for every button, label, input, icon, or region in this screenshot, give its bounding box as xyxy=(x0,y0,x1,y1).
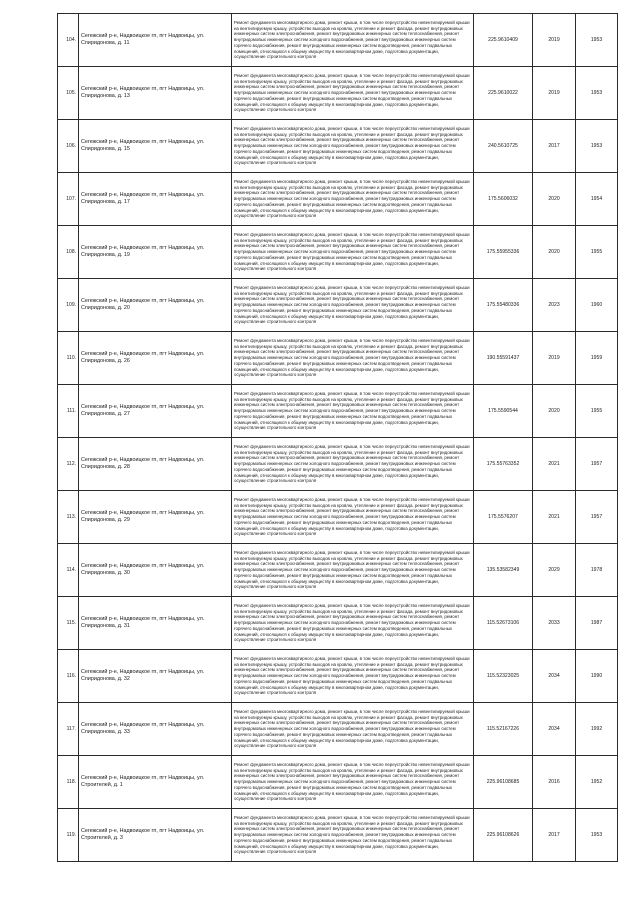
row-built-year: 1953 xyxy=(576,14,618,67)
row-address: Сегежский р-н, Надвоицкое гп, пгт Надвоицы, ул. Спиридонова, д. 32 xyxy=(79,650,232,703)
row-cost: 135.53582349 xyxy=(474,544,533,597)
row-number: 108. xyxy=(58,226,79,279)
row-number: 114. xyxy=(58,544,79,597)
row-planned-year: 2019 xyxy=(533,14,576,67)
row-address: Сегежский р-н, Надвоицкое гп, пгт Надвоицы, ул. Спиридонова, д. 28 xyxy=(79,438,232,491)
row-planned-year: 2034 xyxy=(533,650,576,703)
row-built-year: 1955 xyxy=(576,385,618,438)
row-planned-year: 2020 xyxy=(533,385,576,438)
row-cost: 240.5610725 xyxy=(474,120,533,173)
row-number: 112. xyxy=(58,438,79,491)
row-planned-year: 2019 xyxy=(533,67,576,120)
row-work-description: Ремонт фундамента многоквартирного дома, ремонт крыши, в том числе переустройство невентилируемой крыши на вентилируемую крышу, устройство выходов на кровлю, утепление и ремонт фасада, ремонт внутридомовых инженерных систем электроснабжения, ремонт внутридомовых инженерных систем теплоснабжения, ремонт внутридомовых инженерных систем холодного водоснабжения, ремонт внутридомовых инженерных систем горячего водоснабжения, ремонт внутридомовых инженерных систем водоотведения, ремонт подвальных помещений, относящихся к общему имуществу в многоквартирном доме, подготовка документации, осуществление строительного контроля xyxy=(232,279,474,332)
row-planned-year: 2021 xyxy=(533,491,576,544)
table-row xyxy=(58,279,618,332)
row-address: Сегежский р-н, Надвоицкое гп, пгт Надвоицы, ул. Спиридонова, д. 31 xyxy=(79,597,232,650)
row-built-year: 1992 xyxy=(576,703,618,756)
table-row xyxy=(58,756,618,809)
table-row xyxy=(58,226,618,279)
table-row xyxy=(58,385,618,438)
row-work-description: Ремонт фундамента многоквартирного дома, ремонт крыши, в том числе переустройство невентилируемой крыши на вентилируемую крышу, устройство выходов на кровлю, утепление и ремонт фасада, ремонт внутридомовых инженерных систем электроснабжения, ремонт внутридомовых инженерных систем теплоснабжения, ремонт внутридомовых инженерных систем холодного водоснабжения, ремонт внутридомовых инженерных систем горячего водоснабжения, ремонт внутридомовых инженерных систем водоотведения, ремонт подвальных помещений, относящихся к общему имуществу в многоквартирном доме, подготовка документации, осуществление строительного контроля xyxy=(232,385,474,438)
row-planned-year: 2033 xyxy=(533,597,576,650)
row-number: 118. xyxy=(58,756,79,809)
table-body xyxy=(58,14,618,862)
row-planned-year: 2016 xyxy=(533,756,576,809)
row-address: Сегежский р-н, Надвоицкое гп, пгт Надвоицы, ул. Спиридонова, д. 30 xyxy=(79,544,232,597)
row-planned-year: 2023 xyxy=(533,279,576,332)
row-number: 105. xyxy=(58,67,79,120)
row-built-year: 1960 xyxy=(576,279,618,332)
row-built-year: 1952 xyxy=(576,756,618,809)
row-address: Сегежский р-н, Надвоицкое гп, пгт Надвоицы, ул. Спиридонова, д. 15 xyxy=(79,120,232,173)
row-work-description: Ремонт фундамента многоквартирного дома, ремонт крыши, в том числе переустройство невентилируемой крыши на вентилируемую крышу, устройство выходов на кровлю, утепление и ремонт фасада, ремонт внутридомовых инженерных систем электроснабжения, ремонт внутридомовых инженерных систем теплоснабжения, ремонт внутридомовых инженерных систем холодного водоснабжения, ремонт внутридомовых инженерных систем горячего водоснабжения, ремонт внутридомовых инженерных систем водоотведения, ремонт подвальных помещений, относящихся к общему имуществу в многоквартирном доме, подготовка документации, осуществление строительного контроля xyxy=(232,226,474,279)
row-number: 104. xyxy=(58,14,79,67)
row-built-year: 1953 xyxy=(576,120,618,173)
repair-registry-table xyxy=(57,13,618,862)
row-planned-year: 2017 xyxy=(533,120,576,173)
row-address: Сегежский р-н, Надвоицкое гп, пгт Надвоицы, ул. Спиридонова, д. 17 xyxy=(79,173,232,226)
row-built-year: 1987 xyxy=(576,597,618,650)
row-work-description: Ремонт фундамента многоквартирного дома, ремонт крыши, в том числе переустройство невентилируемой крыши на вентилируемую крышу, устройство выходов на кровлю, утепление и ремонт фасада, ремонт внутридомовых инженерных систем электроснабжения, ремонт внутридомовых инженерных систем теплоснабжения, ремонт внутридомовых инженерных систем холодного водоснабжения, ремонт внутридомовых инженерных систем горячего водоснабжения, ремонт внутридомовых инженерных систем водоотведения, ремонт подвальных помещений, относящихся к общему имуществу в многоквартирном доме, подготовка документации, осуществление строительного контроля xyxy=(232,597,474,650)
row-work-description: Ремонт фундамента многоквартирного дома, ремонт крыши, в том числе переустройство невентилируемой крыши на вентилируемую крышу, устройство выходов на кровлю, утепление и ремонт фасада, ремонт внутридомовых инженерных систем электроснабжения, ремонт внутридомовых инженерных систем теплоснабжения, ремонт внутридомовых инженерных систем холодного водоснабжения, ремонт внутридомовых инженерных систем горячего водоснабжения, ремонт внутридомовых инженерных систем водоотведения, ремонт подвальных помещений, относящихся к общему имуществу в многоквартирном доме, подготовка документации, осуществление строительного контроля xyxy=(232,809,474,862)
row-planned-year: 2019 xyxy=(533,332,576,385)
row-work-description: Ремонт фундамента многоквартирного дома, ремонт крыши, в том числе переустройство невентилируемой крыши на вентилируемую крышу, устройство выходов на кровлю, утепление и ремонт фасада, ремонт внутридомовых инженерных систем электроснабжения, ремонт внутридомовых инженерных систем теплоснабжения, ремонт внутридомовых инженерных систем холодного водоснабжения, ремонт внутридомовых инженерных систем горячего водоснабжения, ремонт внутридомовых инженерных систем водоотведения, ремонт подвальных помещений, относящихся к общему имуществу в многоквартирном доме, подготовка документации, осуществление строительного контроля xyxy=(232,756,474,809)
row-number: 109. xyxy=(58,279,79,332)
row-work-description: Ремонт фундамента многоквартирного дома, ремонт крыши, в том числе переустройство невентилируемой крыши на вентилируемую крышу, устройство выходов на кровлю, утепление и ремонт фасада, ремонт внутридомовых инженерных систем электроснабжения, ремонт внутридомовых инженерных систем теплоснабжения, ремонт внутридомовых инженерных систем холодного водоснабжения, ремонт внутридомовых инженерных систем горячего водоснабжения, ремонт внутридомовых инженерных систем водоотведения, ремонт подвальных помещений, относящихся к общему имуществу в многоквартирном доме, подготовка документации, осуществление строительного контроля xyxy=(232,173,474,226)
row-cost: 175.55480336 xyxy=(474,279,533,332)
table-row xyxy=(58,67,618,120)
row-built-year: 1953 xyxy=(576,809,618,862)
row-cost: 175.55763352 xyxy=(474,438,533,491)
table-row xyxy=(58,809,618,862)
row-cost: 175.5590544 xyxy=(474,385,533,438)
row-address: Сегежский р-н, Надвоицкое гп, пгт Надвоицы, ул. Спиридонова, д. 27 xyxy=(79,385,232,438)
row-cost: 175.5576207 xyxy=(474,491,533,544)
table-row xyxy=(58,14,618,67)
row-built-year: 1957 xyxy=(576,491,618,544)
row-work-description: Ремонт фундамента многоквартирного дома, ремонт крыши, в том числе переустройство невентилируемой крыши на вентилируемую крышу, устройство выходов на кровлю, утепление и ремонт фасада, ремонт внутридомовых инженерных систем электроснабжения, ремонт внутридомовых инженерных систем теплоснабжения, ремонт внутридомовых инженерных систем холодного водоснабжения, ремонт внутридомовых инженерных систем горячего водоснабжения, ремонт внутридомовых инженерных систем водоотведения, ремонт подвальных помещений, относящихся к общему имуществу в многоквартирном доме, подготовка документации, осуществление строительного контроля xyxy=(232,491,474,544)
table-row xyxy=(58,650,618,703)
row-address: Сегежский р-н, Надвоицкое гп, пгт Надвоицы, ул. Спиридонова, д. 26 xyxy=(79,332,232,385)
row-work-description: Ремонт фундамента многоквартирного дома, ремонт крыши, в том числе переустройство невентилируемой крыши на вентилируемую крышу, устройство выходов на кровлю, утепление и ремонт фасада, ремонт внутридомовых инженерных систем электроснабжения, ремонт внутридомовых инженерных систем теплоснабжения, ремонт внутридомовых инженерных систем холодного водоснабжения, ремонт внутридомовых инженерных систем горячего водоснабжения, ремонт внутридомовых инженерных систем водоотведения, ремонт подвальных помещений, относящихся к общему имуществу в многоквартирном доме, подготовка документации, осуществление строительного контроля xyxy=(232,650,474,703)
row-work-description: Ремонт фундамента многоквартирного дома, ремонт крыши, в том числе переустройство невентилируемой крыши на вентилируемую крышу, устройство выходов на кровлю, утепление и ремонт фасада, ремонт внутридомовых инженерных систем электроснабжения, ремонт внутридомовых инженерных систем теплоснабжения, ремонт внутридомовых инженерных систем холодного водоснабжения, ремонт внутридомовых инженерных систем горячего водоснабжения, ремонт внутридомовых инженерных систем водоотведения, ремонт подвальных помещений, относящихся к общему имуществу в многоквартирном доме, подготовка документации, осуществление строительного контроля xyxy=(232,120,474,173)
row-planned-year: 2020 xyxy=(533,226,576,279)
row-built-year: 1955 xyxy=(576,226,618,279)
row-cost: 190.55591437 xyxy=(474,332,533,385)
table-row xyxy=(58,703,618,756)
row-number: 110. xyxy=(58,332,79,385)
row-address: Сегежский р-н, Надвоицкое гп, пгт Надвоицы, ул. Спиридонова, д. 19 xyxy=(79,226,232,279)
row-built-year: 1978 xyxy=(576,544,618,597)
row-planned-year: 2020 xyxy=(533,173,576,226)
row-cost: 225.96108685 xyxy=(474,756,533,809)
row-work-description: Ремонт фундамента многоквартирного дома, ремонт крыши, в том числе переустройство невентилируемой крыши на вентилируемую крышу, устройство выходов на кровлю, утепление и ремонт фасада, ремонт внутридомовых инженерных систем электроснабжения, ремонт внутридомовых инженерных систем теплоснабжения, ремонт внутридомовых инженерных систем холодного водоснабжения, ремонт внутридомовых инженерных систем горячего водоснабжения, ремонт внутридомовых инженерных систем водоотведения, ремонт подвальных помещений, относящихся к общему имуществу в многоквартирном доме, подготовка документации, осуществление строительного контроля xyxy=(232,544,474,597)
row-address: Сегежский р-н, Надвоицкое гп, пгт Надвоицы, ул. Спиридонова, д. 11 xyxy=(79,14,232,67)
row-address: Сегежский р-н, Надвоицкое гп, пгт Надвоицы, ул. Спиридонова, д. 20 xyxy=(79,279,232,332)
row-cost: 225.96108626 xyxy=(474,809,533,862)
row-planned-year: 2017 xyxy=(533,809,576,862)
row-built-year: 1990 xyxy=(576,650,618,703)
row-cost: 175.55955336 xyxy=(474,226,533,279)
row-work-description: Ремонт фундамента многоквартирного дома, ремонт крыши, в том числе переустройство невентилируемой крыши на вентилируемую крышу, устройство выходов на кровлю, утепление и ремонт фасада, ремонт внутридомовых инженерных систем электроснабжения, ремонт внутридомовых инженерных систем теплоснабжения, ремонт внутридомовых инженерных систем холодного водоснабжения, ремонт внутридомовых инженерных систем горячего водоснабжения, ремонт внутридомовых инженерных систем водоотведения, ремонт подвальных помещений, относящихся к общему имуществу в многоквартирном доме, подготовка документации, осуществление строительного контроля xyxy=(232,67,474,120)
row-address: Сегежский р-н, Надвоицкое гп, пгт Надвоицы, ул. Спиридонова, д. 33 xyxy=(79,703,232,756)
row-cost: 175.5606032 xyxy=(474,173,533,226)
row-cost: 225.9610022 xyxy=(474,67,533,120)
row-address: Сегежский р-н, Надвоицкое гп, пгт Надвоицы, ул. Спиридонова, д. 29 xyxy=(79,491,232,544)
table-row xyxy=(58,491,618,544)
row-built-year: 1954 xyxy=(576,173,618,226)
row-cost: 115.52167226 xyxy=(474,703,533,756)
row-work-description: Ремонт фундамента многоквартирного дома, ремонт крыши, в том числе переустройство невентилируемой крыши на вентилируемую крышу, устройство выходов на кровлю, утепление и ремонт фасада, ремонт внутридомовых инженерных систем электроснабжения, ремонт внутридомовых инженерных систем теплоснабжения, ремонт внутридомовых инженерных систем холодного водоснабжения, ремонт внутридомовых инженерных систем горячего водоснабжения, ремонт внутридомовых инженерных систем водоотведения, ремонт подвальных помещений, относящихся к общему имуществу в многоквартирном доме, подготовка документации, осуществление строительного контроля xyxy=(232,14,474,67)
row-number: 106. xyxy=(58,120,79,173)
table-row xyxy=(58,544,618,597)
row-address: Сегежский р-н, Надвоицкое гп, пгт Надвоицы, ул. Строителей, д. 3 xyxy=(79,809,232,862)
row-built-year: 1959 xyxy=(576,332,618,385)
row-cost: 115.52673106 xyxy=(474,597,533,650)
row-work-description: Ремонт фундамента многоквартирного дома, ремонт крыши, в том числе переустройство невентилируемой крыши на вентилируемую крышу, устройство выходов на кровлю, утепление и ремонт фасада, ремонт внутридомовых инженерных систем электроснабжения, ремонт внутридомовых инженерных систем теплоснабжения, ремонт внутридомовых инженерных систем холодного водоснабжения, ремонт внутридомовых инженерных систем горячего водоснабжения, ремонт внутридомовых инженерных систем водоотведения, ремонт подвальных помещений, относящихся к общему имуществу в многоквартирном доме, подготовка документации, осуществление строительного контроля xyxy=(232,438,474,491)
row-built-year: 1957 xyxy=(576,438,618,491)
row-number: 111. xyxy=(58,385,79,438)
table-row xyxy=(58,597,618,650)
row-number: 119. xyxy=(58,809,79,862)
row-planned-year: 2034 xyxy=(533,703,576,756)
row-built-year: 1953 xyxy=(576,67,618,120)
row-number: 115. xyxy=(58,597,79,650)
row-planned-year: 2029 xyxy=(533,544,576,597)
row-address: Сегежский р-н, Надвоицкое гп, пгт Надвоицы, ул. Спиридонова, д. 13 xyxy=(79,67,232,120)
table-row xyxy=(58,173,618,226)
row-cost: 225.9610409 xyxy=(474,14,533,67)
row-address: Сегежский р-н, Надвоицкое гп, пгт Надвоицы, ул. Строителей, д. 1 xyxy=(79,756,232,809)
table-row xyxy=(58,120,618,173)
row-number: 117. xyxy=(58,703,79,756)
row-planned-year: 2021 xyxy=(533,438,576,491)
row-number: 107. xyxy=(58,173,79,226)
row-work-description: Ремонт фундамента многоквартирного дома, ремонт крыши, в том числе переустройство невентилируемой крыши на вентилируемую крышу, устройство выходов на кровлю, утепление и ремонт фасада, ремонт внутридомовых инженерных систем электроснабжения, ремонт внутридомовых инженерных систем теплоснабжения, ремонт внутридомовых инженерных систем холодного водоснабжения, ремонт внутридомовых инженерных систем горячего водоснабжения, ремонт внутридомовых инженерных систем водоотведения, ремонт подвальных помещений, относящихся к общему имуществу в многоквартирном доме, подготовка документации, осуществление строительного контроля xyxy=(232,332,474,385)
row-work-description: Ремонт фундамента многоквартирного дома, ремонт крыши, в том числе переустройство невентилируемой крыши на вентилируемую крышу, устройство выходов на кровлю, утепление и ремонт фасада, ремонт внутридомовых инженерных систем электроснабжения, ремонт внутридомовых инженерных систем теплоснабжения, ремонт внутридомовых инженерных систем холодного водоснабжения, ремонт внутридомовых инженерных систем горячего водоснабжения, ремонт внутридомовых инженерных систем водоотведения, ремонт подвальных помещений, относящихся к общему имуществу в многоквартирном доме, подготовка документации, осуществление строительного контроля xyxy=(232,703,474,756)
table-row xyxy=(58,438,618,491)
row-cost: 115.52323025 xyxy=(474,650,533,703)
table-row xyxy=(58,332,618,385)
row-number: 116. xyxy=(58,650,79,703)
row-number: 113. xyxy=(58,491,79,544)
